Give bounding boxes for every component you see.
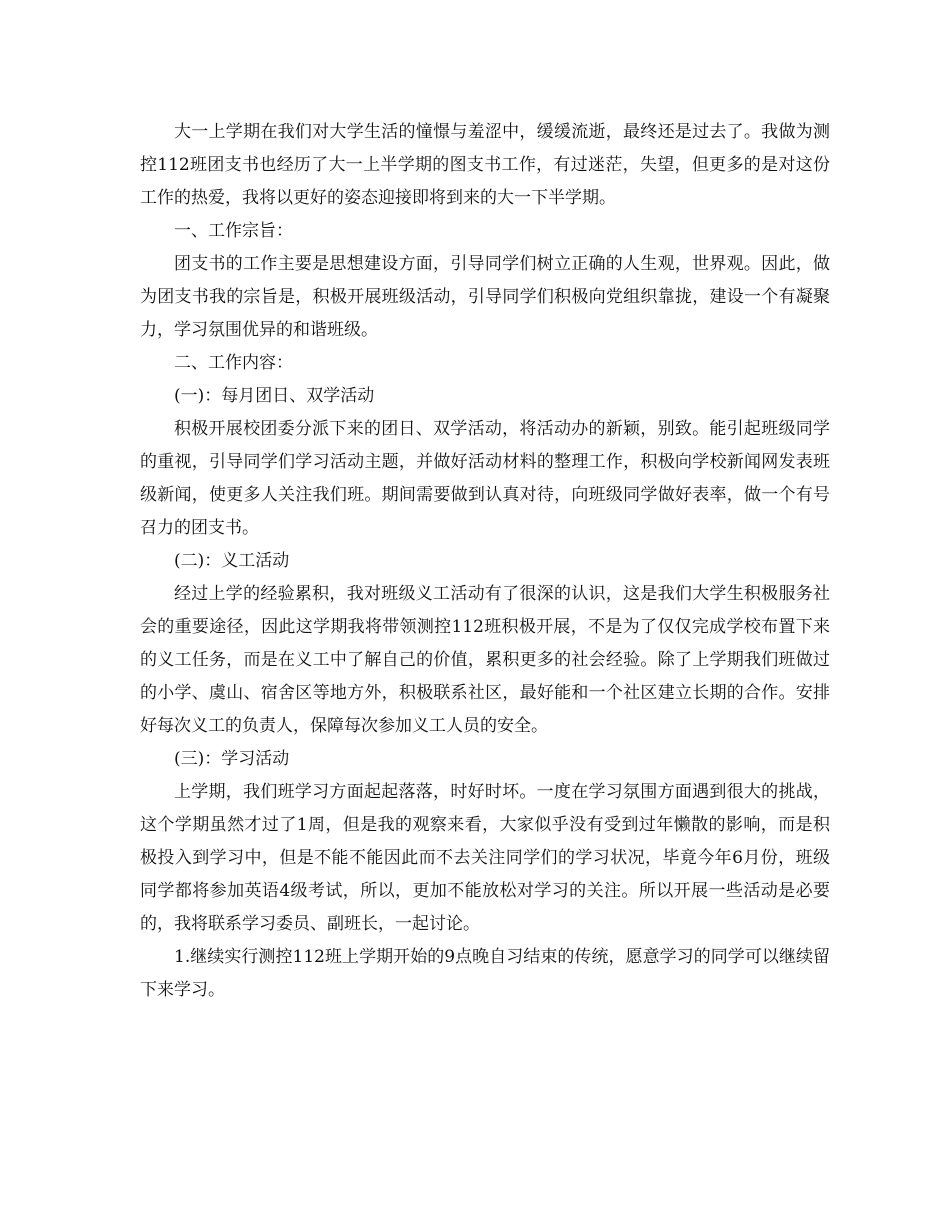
section-heading-purpose: 一、工作宗旨： <box>174 221 293 241</box>
subheading-league-day: (一)：每月团日、双学活动 <box>174 386 375 406</box>
document-body <box>140 116 830 1007</box>
intro-paragraph: 大一上学期在我们对大学生活的憧憬与羞涩中，缓缓流逝，最终还是过去了。我做为测控112班团支书也经历了大一上半学期的图支书工作，有过迷茫，失望，但更多的是对这份工作的热爱，我将以更好的姿态迎接即将到来的大一下半学期。 <box>140 122 830 208</box>
subheading-volunteer: (二)：义工活动 <box>174 551 290 571</box>
study-item-1: 1.继续实行测控112班上学期开始的9点晚自习结束的传统，愿意学习的同学可以继续留下来学习。 <box>140 947 830 1000</box>
subheading-study: (三)：学习活动 <box>174 749 290 769</box>
purpose-paragraph: 团支书的工作主要是思想建设方面，引导同学们树立正确的人生观，世界观。因此，做为团支书我的宗旨是，积极开展班级活动，引导同学们积极向党组织靠拢，建设一个有凝聚力，学习氛围优异的和谐班级。 <box>140 254 830 340</box>
league-day-paragraph: 积极开展校团委分派下来的团日、双学活动，将活动办的新颖，别致。能引起班级同学的重视，引导同学们学习活动主题，并做好活动材料的整理工作，积极向学校新闻网发表班级新闻，使更多人关注我们班。期间需要做到认真对待，向班级同学做好表率，做一个有号召力的团支书。 <box>140 419 830 538</box>
section-heading-content: 二、工作内容： <box>174 353 293 373</box>
study-paragraph: 上学期，我们班学习方面起起落落，时好时坏。一度在学习氛围方面遇到很大的挑战，这个学期虽然才过了1周，但是我的观察来看，大家似乎没有受到过年懒散的影响，而是积极投入到学习中，但是不能不能因此而不去关注同学们的学习状况，毕竟今年6月份，班级同学都将参加英语4级考试，所以，更加不能放松对学习的关注。所以开展一些活动是必要的，我将联系学习委员、副班长，一起讨论。 <box>140 782 830 934</box>
volunteer-paragraph: 经过上学的经验累积，我对班级义工活动有了很深的认识，这是我们大学生积极服务社会的重要途径，因此这学期我将带领测控112班积极开展，不是为了仅仅完成学校布置下来的义工任务，而是在义工中了解自己的价值，累积更多的社会经验。除了上学期我们班做过的小学、虞山、宿舍区等地方外，积极联系社区，最好能和一个社区建立长期的合作。安排好每次义工的负责人，保障每次参加义工人员的安全。 <box>140 584 830 736</box>
